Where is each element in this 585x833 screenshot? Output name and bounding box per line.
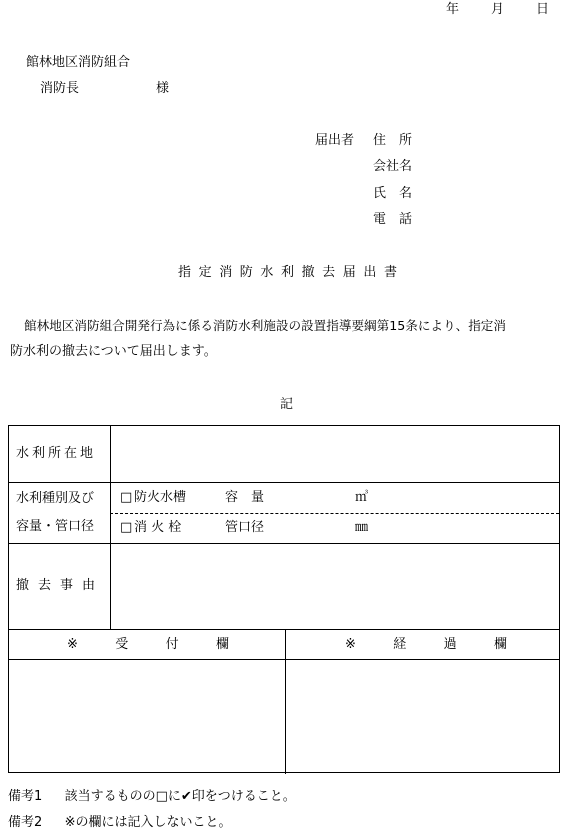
location-label <box>16 446 104 462</box>
reception-header <box>67 637 229 653</box>
note-2-label: 備考2 <box>8 815 43 830</box>
reason-label: 撤去事由 <box>16 578 105 593</box>
note-2-text: ※の欄には記入しないこと。 <box>64 815 232 830</box>
title-char: 去 <box>322 265 336 280</box>
progress-field <box>286 659 560 773</box>
title-char: 届 <box>342 265 356 280</box>
main-table <box>8 425 560 773</box>
date-year: 年 <box>446 2 460 17</box>
reception-header-char: 欄 <box>215 637 229 652</box>
body-line-2: 防水利の撤去について届出します。 <box>10 344 217 359</box>
type-label-line-2: 容量・管口径 <box>16 519 95 534</box>
document-title <box>178 265 397 281</box>
applicant-company-label: 会社名 <box>373 159 413 174</box>
date-month: 月 <box>490 2 504 17</box>
progress-header-char: 過 <box>443 637 457 652</box>
option-1-checkbox[interactable]: □ <box>120 490 133 505</box>
option-2-field-label: 管口径 <box>225 520 265 535</box>
title-char: 定 <box>198 265 212 280</box>
title-char: 水 <box>260 265 274 280</box>
option-2-checkbox[interactable]: □ <box>120 520 133 535</box>
ki-heading: 記 <box>280 397 294 412</box>
progress-header <box>345 637 507 653</box>
progress-header-char: 経 <box>393 637 407 652</box>
reception-header-char: 付 <box>165 637 179 652</box>
title-char: 撤 <box>301 265 315 280</box>
note-1-text-pre: 該当するものの□に <box>64 789 181 804</box>
applicant-phone-label: 電 話 <box>373 212 413 227</box>
title-char: 消 <box>219 265 233 280</box>
applicant-lead: 届出者 <box>315 133 355 148</box>
progress-header-char: ※ <box>345 637 356 652</box>
body-line-1: 館林地区消防組合開発行為に係る消防水利施設の設置指導要綱第15条により、指定消 <box>24 318 506 333</box>
date-day: 日 <box>535 2 549 17</box>
addressee-title: 消防長 <box>40 81 80 96</box>
title-char: 指 <box>178 265 192 280</box>
title-char: 出 <box>363 265 377 280</box>
location-label-text: 水利所在地 <box>16 446 97 461</box>
addressee-honorific: 様 <box>156 81 170 96</box>
applicant-name-label: 氏 名 <box>373 186 413 201</box>
option-1-name: 防火水槽 <box>134 490 187 505</box>
option-2-unit: ㎜ <box>355 520 369 535</box>
table-divider <box>9 482 559 483</box>
note-2 <box>8 815 231 831</box>
note-1 <box>8 789 296 805</box>
note-1-label: 備考1 <box>8 789 43 804</box>
note-1-text-post: 印をつけること。 <box>191 789 296 804</box>
date-line <box>446 2 549 18</box>
addressee-org: 館林地区消防組合 <box>26 55 131 70</box>
type-label-line-1: 水利種別及び <box>16 491 95 506</box>
reason-field[interactable] <box>110 543 560 629</box>
applicant-address-label: 住 所 <box>373 133 413 148</box>
reception-field <box>9 659 285 773</box>
progress-header-char: 欄 <box>493 637 507 652</box>
title-char: 防 <box>239 265 253 280</box>
option-1-unit: ㎥ <box>355 490 369 505</box>
location-field[interactable] <box>110 426 560 482</box>
option-1-field-label: 容 量 <box>225 490 265 505</box>
reception-header-char: 受 <box>115 637 129 652</box>
table-dashed-divider <box>110 513 559 514</box>
option-2-name: 消 火 栓 <box>134 520 182 535</box>
title-char: 書 <box>383 265 397 280</box>
reception-header-char: ※ <box>67 637 78 652</box>
title-char: 利 <box>280 265 294 280</box>
checkmark-icon: ✔ <box>180 789 192 804</box>
table-divider <box>9 629 559 630</box>
